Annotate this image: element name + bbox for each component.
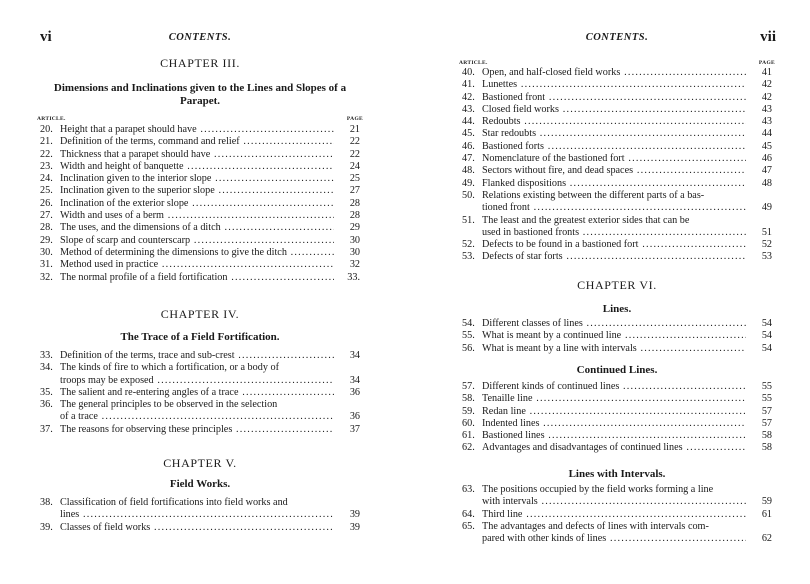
page-number: vii	[760, 29, 776, 45]
article-column-label: ARTICLE.	[37, 116, 66, 122]
entry-title: Flanked dispositions .....	[482, 178, 746, 190]
toc-entry	[462, 178, 772, 190]
page-reference: 51	[761, 226, 772, 238]
article-column-label: ARTICLE.	[459, 60, 488, 66]
page-reference: 47	[761, 165, 772, 177]
toc-entry	[40, 185, 360, 197]
toc-entry	[462, 381, 772, 393]
toc-list	[40, 497, 360, 534]
toc-entry	[40, 161, 360, 173]
left-page	[37, 0, 363, 584]
entry-title: Nomenclature of the bastioned fort .....	[482, 153, 746, 165]
toc-entry	[462, 251, 772, 263]
entry-title: What is meant by a line with intervals .....	[482, 343, 746, 355]
entry-title-continuation: with intervals .....	[482, 496, 746, 508]
entry-title: Defects to be found in a bastioned fort .....	[482, 239, 746, 251]
entry-title: Indented lines .....	[482, 418, 746, 430]
toc-list	[40, 124, 360, 284]
article-number: 25.	[40, 185, 53, 197]
toc-entry	[40, 210, 360, 222]
page-reference: 44	[761, 128, 772, 140]
article-number: 36.	[40, 399, 53, 411]
toc-list	[462, 318, 772, 355]
toc-entry	[40, 399, 360, 424]
entry-title: Lunettes .....	[482, 79, 746, 91]
article-number: 64.	[462, 508, 475, 520]
chapter-subtitle: The Trace of a Field Fortification.	[120, 331, 280, 343]
section-subtitle: Lines.	[602, 303, 632, 315]
page-reference: 42	[761, 79, 772, 91]
entry-title: The reasons for observing these principles .....	[60, 424, 334, 436]
entry-title: Closed field works .....	[482, 104, 746, 116]
article-number: 33.	[40, 350, 53, 361]
toc-entry	[462, 330, 772, 342]
entry-title: Redan line .....	[482, 406, 746, 418]
toc-entry	[40, 124, 360, 136]
toc-entry	[40, 350, 360, 362]
page-reference: 36	[349, 386, 360, 398]
entry-title: The least and the greatest exterior sides that can be	[482, 214, 690, 226]
entry-title: Tenaille line .....	[482, 393, 746, 405]
entry-title: Sectors without fire, and dead spaces .....	[482, 165, 746, 177]
page-reference: 58	[761, 442, 772, 454]
article-number: 57.	[462, 381, 475, 392]
article-number: 32.	[40, 271, 53, 283]
entry-title: Inclination given to the superior slope .....	[60, 185, 334, 197]
page-reference: 43	[761, 116, 772, 128]
page-reference: 62	[761, 533, 772, 545]
entry-title: Different kinds of continued lines .....	[482, 381, 746, 393]
page-reference: 42	[761, 91, 772, 103]
entry-title: Open, and half-closed field works .....	[482, 67, 746, 79]
article-number: 34.	[40, 362, 53, 374]
article-number: 28.	[40, 222, 53, 234]
article-number: 39.	[40, 521, 53, 533]
entry-title: What is meant by a continued line .....	[482, 330, 746, 342]
toc-entry	[462, 418, 772, 430]
entry-title: Different classes of lines .....	[482, 318, 746, 330]
chapter-heading: CHAPTER III.	[160, 56, 240, 70]
article-number: 48.	[462, 165, 475, 177]
page-reference: 39	[349, 509, 360, 521]
page-reference: 34	[349, 350, 360, 361]
toc-entry	[40, 198, 360, 210]
article-number: 26.	[40, 197, 53, 209]
article-number: 58.	[462, 393, 475, 405]
article-number: 35.	[40, 386, 53, 398]
article-number: 47.	[462, 153, 475, 165]
toc-entry	[40, 235, 360, 247]
toc-entry	[462, 343, 772, 355]
entry-title: Bastioned forts .....	[482, 141, 746, 153]
toc-entry	[462, 79, 772, 91]
entry-title: The positions occupied by the field works forming a line	[482, 484, 714, 495]
right-page	[459, 0, 776, 584]
toc-entry	[40, 149, 360, 161]
article-number: 55.	[462, 330, 475, 342]
toc-entry	[40, 522, 360, 534]
toc-entry	[462, 430, 772, 442]
page-reference: 37	[349, 423, 360, 435]
chapter-heading: CHAPTER V.	[163, 456, 237, 470]
page-reference: 28	[349, 197, 360, 209]
page-reference: 39	[349, 521, 360, 533]
entry-title-continuation: tioned front .....	[482, 202, 746, 214]
chapter-subtitle: Field Works.	[169, 478, 231, 490]
page-reference: 55	[761, 381, 772, 392]
article-number: 46.	[462, 140, 475, 152]
entry-title: Classification of field fortifications into field works and	[60, 497, 288, 508]
chapter-heading: CHAPTER IV.	[160, 307, 240, 321]
entry-title: Definition of the terms, trace and sub-crest .....	[60, 350, 334, 362]
toc-entry	[462, 509, 772, 521]
page-reference: 21	[349, 124, 360, 135]
entry-title: The general principles to be observed in the selection	[60, 399, 278, 411]
toc-entry	[40, 247, 360, 259]
page-reference: 43	[761, 103, 772, 115]
article-number: 54.	[462, 318, 475, 329]
toc-entry	[40, 497, 360, 522]
article-number: 20.	[40, 124, 53, 135]
article-number: 62.	[462, 442, 475, 454]
toc-list	[40, 350, 360, 436]
article-number: 40.	[462, 67, 475, 78]
toc-entry	[462, 92, 772, 104]
article-number: 65.	[462, 520, 475, 532]
article-number: 38.	[40, 497, 53, 508]
entry-title: Third line .....	[482, 509, 746, 521]
article-number: 50.	[462, 189, 475, 201]
page-reference: 29	[349, 222, 360, 234]
toc-entry	[462, 141, 772, 153]
toc-entry	[462, 190, 772, 215]
page-reference: 54	[761, 318, 772, 329]
entry-title-continuation: of a trace .....	[60, 411, 334, 423]
article-number: 49.	[462, 177, 475, 189]
chapter-subtitle: Dimensions and Inclinations given to the Lines and Slopes of a Parapet.	[53, 82, 347, 107]
entry-title: Advantages and disadvantages of continued lines .....	[482, 442, 746, 454]
page-reference: 32	[349, 259, 360, 271]
article-number: 31.	[40, 259, 53, 271]
entry-title: Slope of scarp and counterscarp .....	[60, 235, 334, 247]
entry-title-continuation: lines .....	[60, 509, 334, 521]
entry-title: Width and uses of a berm .....	[60, 210, 334, 222]
article-number: 27.	[40, 210, 53, 222]
page-reference: 48	[761, 177, 772, 189]
page-reference: 22	[349, 148, 360, 160]
toc-entry	[462, 128, 772, 140]
article-number: 23.	[40, 160, 53, 172]
page-reference: 36	[349, 411, 360, 423]
page-reference: 54	[761, 330, 772, 342]
page-reference: 25	[349, 173, 360, 185]
running-title: CONTENTS.	[585, 32, 649, 43]
article-number: 44.	[462, 116, 475, 128]
toc-entry	[40, 259, 360, 271]
entry-title: Redoubts .....	[482, 116, 746, 128]
chapter-heading: CHAPTER VI.	[577, 278, 657, 292]
page-reference: 57	[761, 405, 772, 417]
page-reference: 30	[349, 246, 360, 258]
entry-title: The normal profile of a field fortification .....	[60, 272, 334, 284]
toc-entry	[462, 318, 772, 330]
page-reference: 61	[761, 508, 772, 520]
page-reference: 57	[761, 417, 772, 429]
article-number: 24.	[40, 173, 53, 185]
article-number: 63.	[462, 484, 475, 495]
toc-entry	[462, 153, 772, 165]
article-number: 60.	[462, 417, 475, 429]
toc-entry	[40, 424, 360, 436]
entry-title: Classes of field works .....	[60, 522, 334, 534]
article-number: 21.	[40, 136, 53, 148]
entry-title: Definition of the terms, command and relief .....	[60, 136, 334, 148]
column-headers	[37, 116, 363, 124]
entry-title-continuation: pared with other kinds of lines .....	[482, 533, 746, 545]
entry-title: The kinds of fire to which a fortification, or a body of	[60, 362, 279, 374]
running-title: CONTENTS.	[168, 32, 232, 43]
article-number: 41.	[462, 79, 475, 91]
entry-title: The salient and re-entering angles of a trace .....	[60, 387, 334, 399]
running-head	[462, 29, 776, 45]
toc-entry	[462, 67, 772, 79]
toc-entry	[40, 362, 360, 387]
toc-list	[462, 67, 772, 264]
toc-entry	[40, 387, 360, 399]
entry-title-continuation: used in bastioned fronts .....	[482, 227, 746, 239]
section-subtitle: Continued Lines.	[576, 364, 658, 376]
article-number: 22.	[40, 148, 53, 160]
entry-title-continuation: troops may be exposed .....	[60, 375, 334, 387]
running-head	[40, 29, 360, 45]
entry-title: Relations existing between the different parts of a bas-	[482, 189, 705, 201]
page-column-label: PAGE	[346, 116, 363, 122]
entry-title: Bastioned lines .....	[482, 430, 746, 442]
page-reference: 58	[761, 430, 772, 442]
page-reference: 28	[349, 210, 360, 222]
page-reference: 49	[761, 202, 772, 214]
page-reference: 34	[349, 374, 360, 386]
article-number: 45.	[462, 128, 475, 140]
page-column-label: PAGE	[758, 60, 775, 66]
entry-title: Star redoubts .....	[482, 128, 746, 140]
article-number: 30.	[40, 246, 53, 258]
toc-entry	[462, 393, 772, 405]
toc-entry	[462, 484, 772, 509]
article-number: 51.	[462, 214, 475, 226]
page-reference: 46	[761, 153, 772, 165]
entry-title: Defects of star forts .....	[482, 251, 746, 263]
article-number: 42.	[462, 91, 475, 103]
toc-entry	[40, 222, 360, 234]
toc-entry	[462, 165, 772, 177]
page-reference: 30	[349, 234, 360, 246]
page-reference: 52	[761, 239, 772, 251]
page-reference: 59	[761, 496, 772, 508]
entry-title: Inclination of the exterior slope .....	[60, 198, 334, 210]
entry-title: Inclination given to the interior slope .....	[60, 173, 334, 185]
toc-entry	[462, 442, 772, 454]
page-reference: 24	[349, 160, 360, 172]
article-number: 29.	[40, 234, 53, 246]
page-reference: 54	[761, 342, 772, 354]
page-reference: 45	[761, 140, 772, 152]
toc-entry	[462, 521, 772, 546]
page-reference: 27	[349, 185, 360, 197]
article-number: 61.	[462, 430, 475, 442]
page-reference: 55	[761, 393, 772, 405]
toc-list	[462, 484, 772, 545]
entry-title: Method of determining the dimensions to give the ditch .....	[60, 247, 334, 259]
toc-entry	[40, 136, 360, 148]
article-number: 53.	[462, 251, 475, 263]
page-reference: 33.	[347, 271, 360, 283]
page-reference: 41	[761, 67, 772, 78]
page-reference: 22	[349, 136, 360, 148]
toc-entry	[462, 215, 772, 240]
toc-entry	[462, 104, 772, 116]
toc-entry	[462, 116, 772, 128]
section-subtitle: Lines with Intervals.	[568, 468, 666, 480]
entry-title: The advantages and defects of lines with intervals com-	[482, 520, 709, 532]
entry-title: Method used in practice .....	[60, 259, 334, 271]
article-number: 43.	[462, 103, 475, 115]
entry-title: Bastioned front .....	[482, 92, 746, 104]
toc-list	[462, 381, 772, 455]
article-number: 37.	[40, 423, 53, 435]
toc-entry	[462, 406, 772, 418]
entry-title: Thickness that a parapet should have .....	[60, 149, 334, 161]
toc-entry	[462, 239, 772, 251]
entry-title: The uses, and the dimensions of a ditch .....	[60, 222, 334, 234]
page-number: vi	[40, 29, 52, 45]
page-reference: 53	[761, 251, 772, 263]
toc-entry	[40, 272, 360, 284]
entry-title: Width and height of banquette .....	[60, 161, 334, 173]
article-number: 56.	[462, 342, 475, 354]
entry-title: Height that a parapet should have .....	[60, 124, 334, 136]
toc-entry	[40, 173, 360, 185]
article-number: 52.	[462, 239, 475, 251]
article-number: 59.	[462, 405, 475, 417]
